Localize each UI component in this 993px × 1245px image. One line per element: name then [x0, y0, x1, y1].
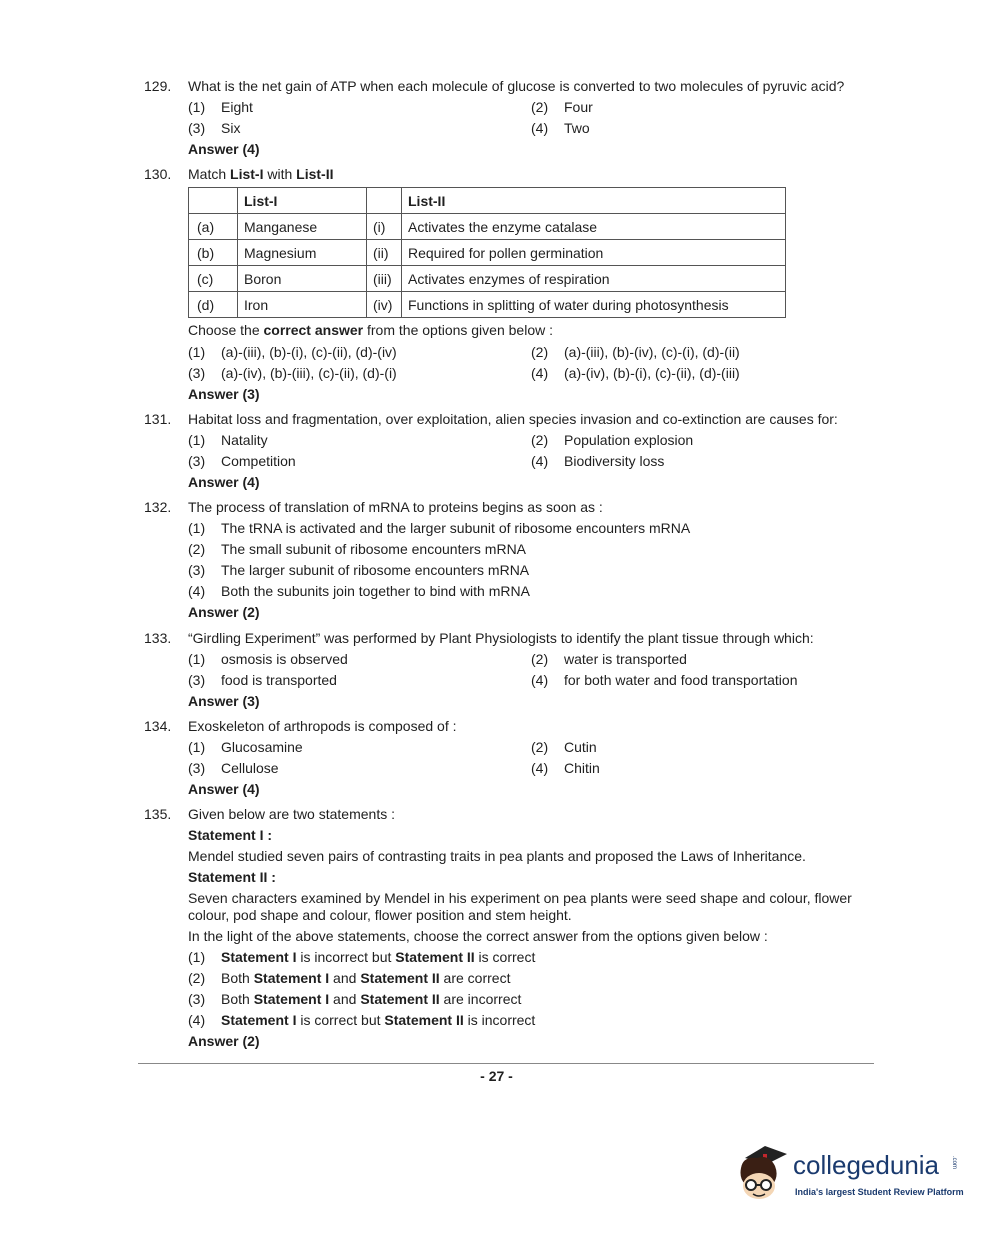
answer: Answer (4)	[188, 474, 260, 490]
option-1: (1) Glucosamine	[188, 739, 303, 755]
question-text: Match List-I with List-II	[188, 166, 334, 182]
answer: Answer (3)	[188, 693, 260, 709]
question-number: 131.	[144, 411, 172, 427]
option-3: (3) Six	[188, 120, 241, 136]
table-row: (b) Magnesium (ii) Required for pollen germination	[189, 240, 786, 266]
question-text: Given below are two statements :	[188, 806, 395, 822]
table-row: (d) Iron (iv) Functions in splitting of water during photosynthesis	[189, 292, 786, 318]
option-1: (1) Statement I is incorrect but Statement II is correct	[188, 949, 536, 965]
option-1: (1) The tRNA is activated and the larger subunit of ribosome encounters mRNA	[188, 520, 691, 536]
option-1: (1) (a)-(iii), (b)-(i), (c)-(ii), (d)-(iv)	[188, 344, 397, 360]
question-number: 133.	[144, 630, 172, 646]
answer: Answer (4)	[188, 141, 260, 157]
option-2: (2) Population explosion	[531, 432, 694, 448]
option-2: (2) water is transported	[531, 651, 687, 667]
option-3: (3) food is transported	[188, 672, 337, 688]
statement-1-text: Mendel studied seven pairs of contrasting traits in pea plants and proposed the Laws of Inheritance.	[188, 848, 806, 864]
table-header-row	[189, 188, 786, 214]
question-text: Exoskeleton of arthropods is composed of :	[188, 718, 457, 734]
option-4: (4) Chitin	[531, 760, 600, 776]
option-1: (1) osmosis is observed	[188, 651, 348, 667]
option-1: (1) Eight	[188, 99, 253, 115]
question-number: 135.	[144, 806, 172, 822]
option-4: (4) Two	[531, 120, 590, 136]
answer: Answer (3)	[188, 386, 260, 402]
question-text: Habitat loss and fragmentation, over exploitation, alien species invasion and co-extinction are causes for:	[188, 411, 838, 427]
footer-divider	[138, 1063, 874, 1064]
statement-2-label: Statement II :	[188, 869, 276, 885]
option-4: (4) (a)-(iv), (b)-(i), (c)-(ii), (d)-(iii)	[531, 365, 740, 381]
statement-2-line-1: Seven characters examined by Mendel in his experiment on pea plants were seed shape and colour, flower	[188, 890, 852, 906]
page-number: - 27 -	[480, 1068, 513, 1084]
answer: Answer (4)	[188, 781, 260, 797]
question-number: 132.	[144, 499, 172, 515]
option-4: (4) Biodiversity loss	[531, 453, 665, 469]
option-4: (4) for both water and food transportation	[531, 672, 798, 688]
question-number: 130.	[144, 166, 172, 182]
option-3: (3) Both Statement I and Statement II are incorrect	[188, 991, 522, 1007]
option-3: (3) The larger subunit of ribosome encounters mRNA	[188, 562, 530, 578]
list-2-header: List-II	[402, 188, 786, 214]
question-text: The process of translation of mRNA to proteins begins as soon as :	[188, 499, 603, 515]
statement-2-line-2: colour, pod shape and colour, flower position and stem height.	[188, 907, 572, 923]
logo-tagline: India's largest Student Review Platform	[795, 1187, 964, 1197]
statement-1-label: Statement I :	[188, 827, 273, 843]
table-row: (a) Manganese (i) Activates the enzyme catalase	[189, 214, 786, 240]
option-2: (2) Cutin	[531, 739, 597, 755]
list-1-header: List-I	[238, 188, 367, 214]
question-number: 134.	[144, 718, 172, 734]
option-4: (4) Statement I is correct but Statement II is incorrect	[188, 1012, 536, 1028]
question-text: What is the net gain of ATP when each molecule of glucose is converted to two molecules of pyruvic acid?	[188, 78, 845, 94]
answer: Answer (2)	[188, 604, 260, 620]
option-2: (2) Both Statement I and Statement II are correct	[188, 970, 511, 986]
logo-wordmark: collegedunia	[793, 1150, 940, 1180]
answer: Answer (2)	[188, 1033, 260, 1049]
option-2: (2) The small subunit of ribosome encounters mRNA	[188, 541, 527, 557]
option-2: (2) (a)-(iii), (b)-(iv), (c)-(i), (d)-(ii)	[531, 344, 740, 360]
match-table	[188, 187, 786, 318]
mascot-icon	[735, 1140, 793, 1210]
table-row: (c) Boron (iii) Activates enzymes of respiration	[189, 266, 786, 292]
option-3: (3) Cellulose	[188, 760, 279, 776]
option-3: (3) Competition	[188, 453, 296, 469]
question-number: 129.	[144, 78, 172, 94]
option-3: (3) (a)-(iv), (b)-(iii), (c)-(ii), (d)-(i)	[188, 365, 397, 381]
question-text: “Girdling Experiment” was performed by Plant Physiologists to identify the plant tissue through which:	[188, 630, 814, 646]
option-2: (2) Four	[531, 99, 593, 115]
option-1: (1) Natality	[188, 432, 268, 448]
logo-com: .com	[951, 1156, 957, 1170]
option-4: (4) Both the subunits join together to bind with mRNA	[188, 583, 530, 599]
instruction: In the light of the above statements, choose the correct answer from the options given below :	[188, 928, 768, 944]
choose-instruction: Choose the correct answer from the options given below :	[188, 322, 553, 338]
collegedunia-logo[interactable]	[735, 1140, 965, 1210]
